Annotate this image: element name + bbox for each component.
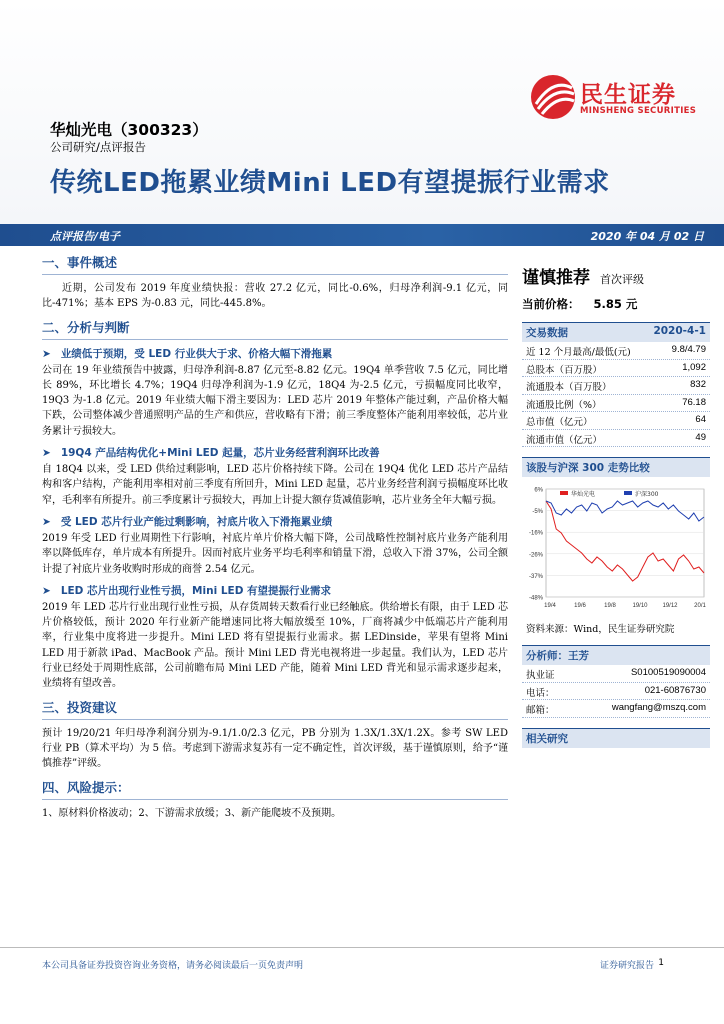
footer-divider [0,947,724,948]
trade-row-label: 总市值（亿元） [526,417,593,428]
trade-row-label: 流通股本（百万股） [526,382,612,393]
paragraph: 1、原材料价格波动；2、下游需求放缓；3、新产能爬坡不及预期。 [42,807,342,819]
footer-label: 证券研究报告 [599,961,654,971]
current-price: 当前价格： 5.85 元 [522,297,638,311]
x-tick-label: 19/8 [604,603,616,609]
related-research-header: 相关研究 [522,728,710,748]
x-tick-label: 19/6 [574,603,586,609]
sidebar [522,253,710,748]
analyst-row [522,700,710,718]
trade-data-table [522,342,710,447]
legend-label: 沪深300 [635,491,659,498]
arrow-icon: ➤ [42,515,51,528]
subheading: ➤ 19Q4 产品结构优化+Mini LED 起量，芯片业务经营利润环比改善 [42,447,380,460]
chart-header: 该股与沪深 300 走势比较 [522,457,710,477]
paragraph: 自 18Q4 以来，受 LED 供给过剩影响，LED 芯片价格持续下降。公司在 19Q4 优化 LED 芯片产品结构和客户结构，产能利用率相对前三季度有所回升，Mini LED 起量，芯片业务经营利润亏损幅度环比收窄，毛利率有所提升。前三季度累计亏损较大，再加上计提大额存货减值影响，芯片业务全年大幅亏损。 [42,464,508,506]
y-tick-label: -48% [528,595,543,602]
y-tick-label: -16% [528,530,543,537]
subheading: ➤ 业绩低于预期，受 LED 行业供大于求、价格大幅下滑拖累 [42,347,333,360]
analyst-row-label: 邮箱： [526,705,555,716]
paragraph: 预计 19/20/21 年归母净利润分别为-9.1/1.0/2.3 亿元，PB 分别为 1.3X/1.3X/1.2X。参考 SW LED 行业 PB（算术平均）为 5 倍。考虑到下游需求复苏有一定不确定性，首次评级，基于谨慎原则，给予“谨慎推荐”评级。 [42,727,508,770]
section-heading: 四、风险提示： [42,778,508,800]
analyst-info [522,665,710,718]
trade-row-label: 近 12 个月最高/最低(元) [526,347,631,358]
legend-label: 华灿光电 [571,491,596,498]
trade-data-header: 交易数据 2020-4-1 [522,322,710,342]
stock-chart [522,479,710,619]
analyst-row-value: S0100519090004 [630,667,706,678]
trade-row [522,342,710,360]
arrow-icon: ➤ [42,447,51,460]
trade-row-label: 总股本（百万股） [526,364,603,376]
rating-sub: 首次评级 [600,273,644,286]
trade-row [522,360,710,378]
trade-row [522,430,710,448]
company-name: 华灿光电（300323） [50,121,208,139]
report-type: 公司研究/点评报告 [50,140,146,154]
trade-row [522,395,710,413]
paragraph: 近期，公司发布 2019 年度业绩快报：营收 27.2 亿元，同比-0.6%，归母净利润-9.1 亿元，同比-471%；基本 EPS 为-0.83 元，同比-445.8%。 [42,283,508,310]
paragraph: 2019 年 LED 芯片行业出现行业性亏损，从存货周转天数看行业已经触底。供给增长有限，由于 LED 芯片价格较低，预计 2020 年行业新产能增速同比将大幅放缓至 10%，厂商将减少中低端芯片产能利用率，行业集中度将进一步提升。Mini LED 将有望提振行业需求。据 LEDinside，苹果有望将 Mini LED 用于新款 iPad、MacBook 产品。预计 Mini LED 背光电视将进一步起量。我们认为，LED 芯片行业已经处于周期性底部，公司前瞻布局 Mini LED 产能，随着 Mini LED 背光和显示需求逐步起来，业绩将有望改善。 [42,601,508,690]
x-tick-label: 19/4 [544,603,556,609]
rating: 谨慎推荐 首次评级 [522,268,644,288]
y-tick-label: -26% [528,552,543,559]
subheading: ➤ LED 芯片出现行业性亏损，Mini LED 有望提振行业需求 [42,584,332,597]
section-heading: 二、分析与判断 [42,318,508,340]
legend-swatch [624,491,632,495]
y-tick-label: -5% [532,509,543,516]
arrow-icon: ➤ [42,584,51,597]
subheading: ➤ 受 LED 芯片行业产能过剩影响，衬底片收入下滑拖累业绩 [42,515,333,528]
legend-swatch [560,491,568,495]
section-heading: 三、投资建议 [42,698,508,720]
banner-category: 点评报告/电子 [50,230,121,243]
trade-row [522,412,710,430]
x-tick-label: 20/1 [694,603,706,609]
analyst-row-value: wangfang@mszq.com [611,702,706,713]
trade-row-value: 76.18 [682,396,706,408]
logo-text-en: MINSHENG SECURITIES [580,106,697,116]
trade-row-value: 9.8/4.79 [671,344,706,355]
arrow-icon: ➤ [42,347,51,360]
analyst-header: 分析师：王芳 [522,645,710,665]
chart-source: 资料来源：Wind，民生证券研究院 [526,624,675,635]
analyst-row-value: 021-60876730 [644,684,706,696]
analyst-row-label: 执业证 [526,670,555,681]
paragraph: 2019 年受 LED 行业周期性下行影响，衬底片单片价格大幅下降，公司战略性控制衬底片业务产能利用率以降低库存，单片成本有所提升。因而衬底片业务平均毛利率和销量下滑，总收入下滑 37%，公司全额计提了衬底片业务收购时形成的商誉 2.54 亿元。 [42,532,508,575]
footer-disclaimer: 本公司具备证券投资咨询业务资格，请务必阅读最后一页免责声明 [42,961,304,971]
y-tick-label: -37% [528,573,543,580]
page-number: 1 [658,958,664,968]
analyst-row-label: 电话： [526,687,555,699]
analyst-row [522,665,710,683]
trade-row-label: 流通股比例（%） [526,399,602,411]
trade-row-label: 流通市值（亿元） [526,434,603,446]
trade-row-value: 832 [690,379,706,390]
trade-row-value: 64 [695,414,706,425]
trade-row-value: 49 [695,431,706,443]
trade-row-value: 1,092 [682,361,706,373]
chart-svg [522,479,710,619]
paragraph: 公司在 19 年业绩预告中披露，归母净利润-8.87 亿元至-8.82 亿元。19Q4 单季营收 7.5 亿元，同比增长 89%，环比增长 4.7%；19Q4 归母净利润为-1.9 亿元，18Q4 为-2.5 亿元，亏损幅度同比收窄，19Q3 为-1.8 亿元。2019 年业绩大幅下滑主要因为：LED 芯片 2019 年整体产能过剩，产品价格大幅下跌，公司整体减少普通照明产品的生产和供应，营收略有下滑；前三季度整体产能利用率较低，芯片业务累计亏损较大。 [42,364,508,437]
logo-text: 民生证券 [580,82,676,108]
page-title: 传统LED拖累业绩Mini LED有望提振行业需求 [50,168,610,198]
x-tick-label: 19/10 [632,603,648,609]
x-tick-label: 19/12 [662,603,678,609]
section-heading: 一、事件概述 [42,253,508,275]
series-line-沪深300 [546,501,704,521]
trade-row [522,377,710,395]
banner-date: 2020 年 04 月 02 日 [590,230,704,243]
analyst-row [522,683,710,701]
y-tick-label: 6% [534,487,543,494]
main-content [42,253,508,827]
